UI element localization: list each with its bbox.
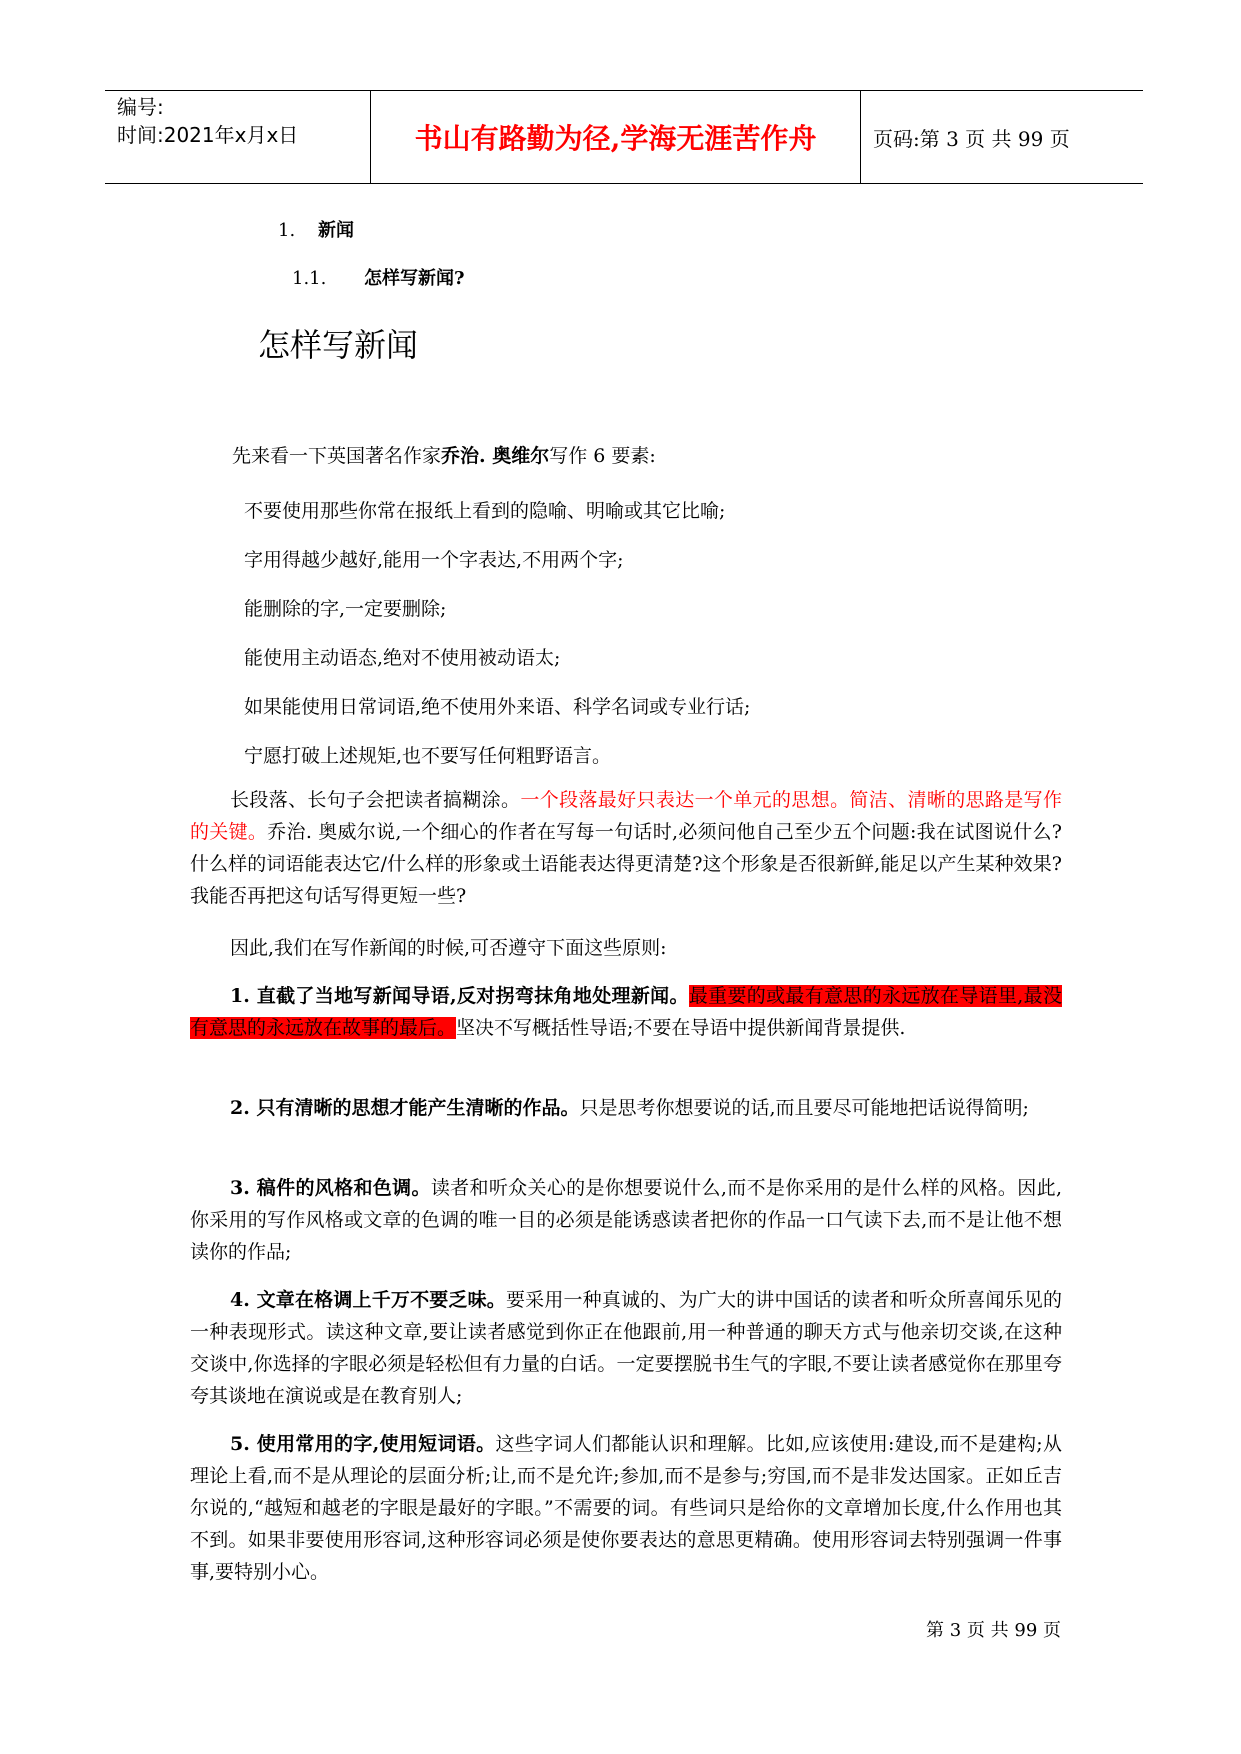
principle-text: 只是思考你想要说的话,而且要尽可能地把话说得简明; <box>579 1097 1029 1119</box>
principle-heading: 2. 只有清晰的思想才能产生清晰的作品。 <box>230 1097 580 1119</box>
page-footer: 第 3 页 共 99 页 <box>926 1620 1061 1641</box>
principle-item <box>190 1284 1062 1412</box>
principle-text: 这些字词人们都能认识和理解。比如,应该使用:建设,而不是建构;从理论上看,而不是从理论的层面分析;让,而不是允许;参加,而不是参与;穷国,而不是非发达国家。正如丘吉尔说的,“越短和越老的字眼是最好的字眼。”不需要的词。有些词只是给你的文章增加长度,什么作用也其不到。如果非要使用形容词,这种形容词必须是使你要表达的意思更精确。使用形容词去特别强调一件事事,要特别小心。 <box>190 1433 1062 1583</box>
heading-number: 1. <box>278 220 296 241</box>
emphasis-red-text: 一个段落最好只表达一个单元的思想。简洁、清晰的思路是写作的关键。 <box>190 789 1062 843</box>
principle-item <box>190 1092 1062 1124</box>
page-header <box>105 90 1143 184</box>
intro-prefix: 先来看一下英国著名作家 <box>232 445 442 467</box>
heading-number: 1.1. <box>292 268 327 289</box>
document-time-label: 时间:2021年x月x日 <box>117 123 299 147</box>
author-name: 乔治. 奥维尔 <box>441 445 550 467</box>
principle-heading: 1. 直截了当地写新闻导语,反对拐弯抹角地处理新闻。 <box>230 985 689 1007</box>
rule-item: 能使用主动语态,绝对不使用被动语太; <box>244 647 561 669</box>
principle-text: 坚决不写概括性导语;不要在导语中提供新闻背景提供. <box>456 1017 906 1039</box>
header-meta <box>117 93 298 149</box>
article-title: 怎样写新闻 <box>258 326 419 364</box>
principle-heading: 4. 文章在格调上千万不要乏味。 <box>230 1289 506 1311</box>
heading-level-2 <box>292 264 465 290</box>
paragraph-text: 长段落、长句子会把读者搞糊涂。 <box>230 789 521 811</box>
header-divider <box>860 91 861 183</box>
principle-item <box>190 980 1062 1044</box>
rule-item: 宁愿打破上述规矩,也不要写任何粗野语言。 <box>244 745 612 767</box>
document-number-label: 编号: <box>117 95 164 119</box>
header-motto: 书山有路勤为径,学海无涯苦作舟 <box>414 122 817 155</box>
highlighted-text: 最重要的或最有意思的永远放在导语里,最没有意思的永远放在故事的最后。 <box>190 985 1062 1039</box>
intro-suffix: 写作 6 要素: <box>549 445 656 467</box>
writing-rules-list <box>244 487 750 781</box>
rule-item: 能删除的字,一定要删除; <box>244 598 447 620</box>
rule-item: 字用得越少越好,能用一个字表达,不用两个字; <box>244 549 624 571</box>
rule-item: 如果能使用日常词语,绝不使用外来语、科学名词或专业行话; <box>244 696 751 718</box>
principle-item <box>190 1172 1062 1268</box>
rule-item: 不要使用那些你常在报纸上看到的隐喻、明喻或其它比喻; <box>244 500 726 522</box>
principle-item <box>190 1428 1062 1588</box>
heading-text: 新闻 <box>318 220 354 241</box>
principle-text: 要采用一种真诚的、为广大的讲中国话的读者和听众所喜闻乐见的一种表现形式。读这种文章,要让读者感觉到你正在他跟前,用一种普通的聊天方式与他亲切交谈,在这种交谈中,你选择的字眼必须是轻松但有力量的白话。一定要摆脱书生气的字眼,不要让读者感觉你在那里夸夸其谈地在演说或是在教育别人; <box>190 1289 1062 1407</box>
intro-line <box>232 440 1032 472</box>
header-page-number: 页码:第 3 页 共 99 页 <box>873 126 1070 151</box>
principle-text: 读者和听众关心的是你想要说什么,而不是你采用的是什么样的风格。因此,你采用的写作风格或文章的色调的唯一目的必须是能诱惑读者把你的作品一口气读下去,而不是让他不想读你的作品; <box>190 1177 1062 1263</box>
heading-level-1 <box>278 216 354 242</box>
paragraph <box>190 784 1062 912</box>
principle-heading: 3. 稿件的风格和色调。 <box>230 1177 431 1199</box>
paragraph: 因此,我们在写作新闻的时候,可否遵守下面这些原则: <box>230 937 667 959</box>
heading-text: 怎样写新闻? <box>364 268 465 289</box>
principle-heading: 5. 使用常用的字,使用短词语。 <box>230 1433 496 1455</box>
paragraph-text: 乔治. 奥威尔说,一个细心的作者在写每一句话时,必须问他自己至少五个问题:我在试图说什么?什么样的词语能表达它/什么样的形象或土语能表达得更清楚?这个形象是否很新鲜,能足以产生某种效果?我能否再把这句话写得更短一些? <box>190 821 1062 907</box>
